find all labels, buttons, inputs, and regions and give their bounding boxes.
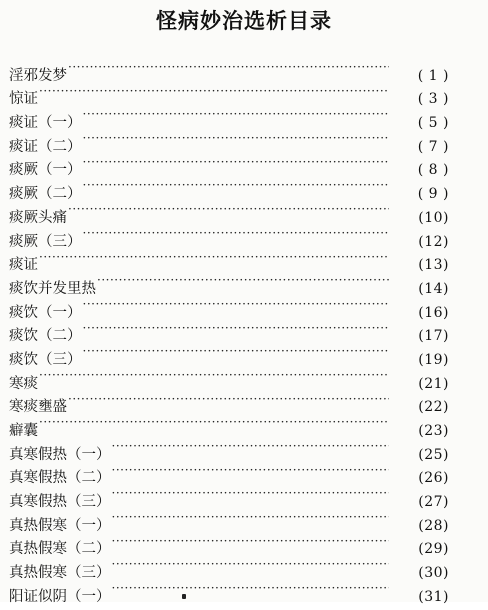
dot-leader <box>83 151 390 175</box>
toc-entry-page: (12) <box>418 233 449 250</box>
dot-leader <box>39 364 389 388</box>
toc-entry-page: ( 1 ) <box>417 67 449 84</box>
dot-leader <box>68 198 389 222</box>
toc-entry-title: 惊证 <box>9 91 38 108</box>
toc-entry-page: (30) <box>418 565 449 582</box>
dot-leader <box>112 459 390 483</box>
toc-entry-page: (17) <box>418 328 449 345</box>
toc-entry-page: (22) <box>418 399 449 416</box>
toc-entry-title: 淫邪发梦 <box>9 67 67 84</box>
toc-entry-title: 痰厥（三） <box>9 233 82 250</box>
dot-leader <box>39 246 389 270</box>
dot-leader <box>83 293 390 317</box>
toc-entry <box>9 56 449 84</box>
toc-entry-title: 真热假寒（三） <box>9 565 111 582</box>
dot-leader <box>97 269 389 293</box>
toc-entry-title: 痰证（二） <box>9 138 82 155</box>
dot-leader <box>39 80 389 104</box>
toc-entry <box>9 246 449 274</box>
toc-entry-title: 痰厥（一） <box>9 162 82 179</box>
toc-entry-page: (29) <box>418 541 449 558</box>
table-of-contents <box>9 56 449 605</box>
dot-leader <box>112 435 390 459</box>
toc-entry-title: 痰饮并发里热 <box>9 280 96 297</box>
toc-entry <box>9 80 449 108</box>
toc-entry-page: ( 3 ) <box>417 91 449 108</box>
toc-entry-page: (31) <box>418 588 449 605</box>
dot-leader <box>112 506 390 530</box>
toc-entry-page: (25) <box>418 446 449 463</box>
toc-entry-page: ( 8 ) <box>417 162 449 179</box>
dot-leader <box>112 577 390 601</box>
toc-entry-page: (10) <box>418 209 449 226</box>
toc-entry-title: 痰证（一） <box>9 115 82 132</box>
toc-entry-title: 真寒假热（三） <box>9 494 111 511</box>
toc-entry <box>9 222 449 250</box>
dot-leader <box>83 340 390 364</box>
toc-entry-title: 痰厥头痛 <box>9 209 67 226</box>
toc-entry-title: 真寒假热（二） <box>9 470 111 487</box>
dot-leader <box>83 174 390 198</box>
page-title: 怪病妙治选析目录 <box>156 9 332 33</box>
toc-entry-page: (16) <box>418 304 449 321</box>
toc-entry-page: ( 5 ) <box>417 115 449 132</box>
toc-entry-page: (27) <box>418 494 449 511</box>
toc-entry <box>9 198 449 226</box>
toc-entry-title: 寒痰壅盛 <box>9 399 67 416</box>
toc-entry-title: 痰饮（三） <box>9 351 82 368</box>
dot-leader <box>68 388 389 412</box>
toc-entry-title: 真热假寒（二） <box>9 541 111 558</box>
toc-entry-title: 痰厥（二） <box>9 186 82 203</box>
dot-leader <box>83 127 390 151</box>
toc-entry <box>9 103 449 132</box>
toc-entry <box>9 364 449 392</box>
toc-entry-title: 寒痰 <box>9 375 38 392</box>
toc-entry-page: (19) <box>418 351 449 368</box>
toc-entry-page: (21) <box>418 375 449 392</box>
toc-entry-title: 真热假寒（一） <box>9 517 111 534</box>
toc-entry-title: 阳证似阴（一） <box>9 588 111 605</box>
toc-entry <box>9 388 449 416</box>
toc-entry <box>9 269 449 297</box>
dot-leader <box>83 103 390 127</box>
dot-leader <box>83 222 390 246</box>
dot-leader <box>39 411 389 435</box>
toc-entry-page: (13) <box>418 257 449 274</box>
toc-entry-title: 真寒假热（一） <box>9 446 111 463</box>
toc-entry-page: (28) <box>418 517 449 534</box>
toc-entry-title: 痰饮（二） <box>9 328 82 345</box>
toc-entry <box>9 435 449 463</box>
toc-entry-title: 癖囊 <box>9 423 38 439</box>
toc-entry-title: 痰饮（一） <box>9 304 82 321</box>
dot-leader <box>112 530 390 554</box>
toc-entry <box>9 411 449 439</box>
toc-entry-page: (26) <box>418 470 449 487</box>
toc-entry-page: (14) <box>418 280 449 297</box>
dot-leader <box>112 553 390 577</box>
toc-entry-title: 痰证 <box>9 257 38 274</box>
dot-leader <box>68 56 389 80</box>
dot-leader <box>112 482 390 506</box>
print-speck <box>182 594 186 599</box>
toc-entry-page: (23) <box>418 423 449 439</box>
dot-leader <box>83 317 390 341</box>
toc-entry-page: ( 7 ) <box>417 138 449 155</box>
toc-entry-page: ( 9 ) <box>417 186 449 203</box>
